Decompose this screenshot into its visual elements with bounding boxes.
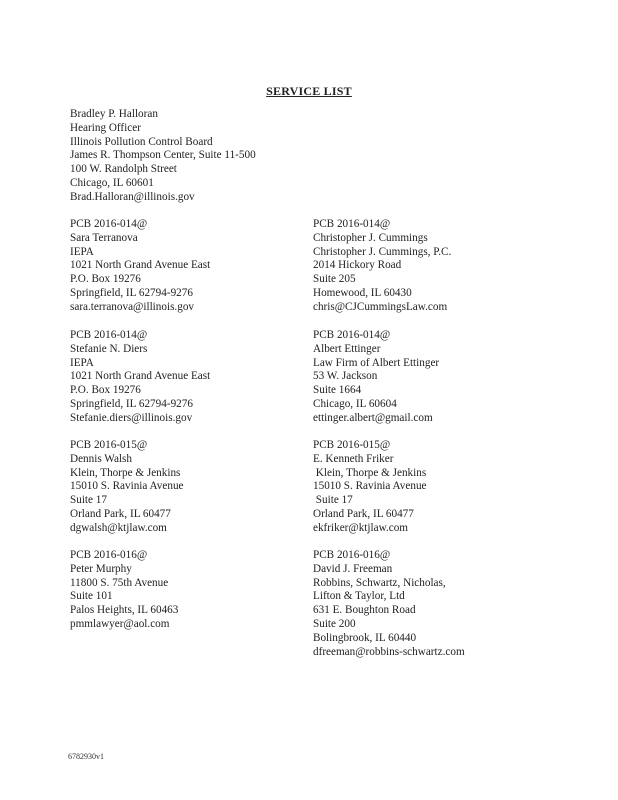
contact-city: Chicago, IL 60601	[70, 176, 154, 189]
contact-address: Suite 1664	[313, 384, 362, 397]
contact-organization: Klein, Thorpe & Jenkins	[313, 466, 427, 479]
contact-address: 53 W. Jackson	[313, 370, 378, 383]
contact-organization: Law Firm of Albert Ettinger	[313, 356, 440, 369]
service-entry	[70, 549, 178, 632]
contact-email[interactable]: Stefanie.diers@illinois.gov	[70, 411, 193, 424]
contact-email[interactable]: ekfriker@ktjlaw.com	[313, 521, 409, 534]
contact-address: James R. Thompson Center, Suite 11-500	[70, 149, 256, 162]
contact-email[interactable]: Brad.Halloran@illinois.gov	[70, 190, 195, 203]
contact-name: Christopher J. Cummings	[313, 231, 428, 244]
contact-organization: IEPA	[70, 245, 94, 258]
contact-title: Hearing Officer	[70, 121, 141, 134]
service-entry	[313, 218, 451, 315]
contact-address: Suite 205	[313, 273, 356, 286]
contact-address: P.O. Box 19276	[70, 273, 141, 286]
case-number: PCB 2016-015@	[70, 439, 148, 451]
case-number: PCB 2016-014@	[313, 218, 391, 230]
service-entry	[313, 329, 439, 426]
contact-email[interactable]: pmmlawyer@aol.com	[70, 617, 170, 630]
contact-address: Suite 17	[70, 494, 107, 507]
contact-email[interactable]: sara.terranova@illinois.gov	[70, 300, 195, 313]
contact-city: Orland Park, IL 60477	[70, 507, 171, 520]
service-entry	[70, 329, 210, 426]
contact-organization: Lifton & Taylor, Ltd	[313, 590, 405, 603]
page-title: SERVICE LIST	[266, 84, 352, 98]
contact-address: 1021 North Grand Avenue East	[70, 370, 211, 383]
contact-name: Peter Murphy	[70, 562, 132, 575]
contact-name: Stefanie N. Diers	[70, 342, 148, 355]
contact-city: Chicago, IL 60604	[313, 397, 397, 410]
contact-city: Bolingbrook, IL 60440	[313, 631, 417, 644]
contact-name: Dennis Walsh	[70, 452, 132, 465]
contact-address: 631 E. Boughton Road	[313, 604, 416, 617]
contact-address: 11800 S. 75th Avenue	[70, 576, 169, 589]
case-number: PCB 2016-016@	[70, 549, 148, 561]
contact-city: Homewood, IL 60430	[313, 286, 412, 299]
contact-email[interactable]: ettinger.albert@gmail.com	[313, 411, 433, 424]
contact-address: 1021 North Grand Avenue East	[70, 259, 211, 272]
contact-city: Orland Park, IL 60477	[313, 507, 414, 520]
contact-address: Suite 17	[313, 494, 353, 507]
contact-address: 100 W. Randolph Street	[70, 163, 177, 176]
case-number: PCB 2016-014@	[70, 218, 148, 230]
contact-organization: Christopher J. Cummings, P.C.	[313, 245, 452, 258]
document-id: 6782930v1	[68, 752, 104, 761]
service-entry	[70, 218, 210, 315]
service-entry	[313, 439, 427, 536]
case-number: PCB 2016-014@	[313, 329, 391, 341]
service-entry	[313, 549, 465, 659]
contact-city: Springfield, IL 62794-9276	[70, 397, 193, 410]
contact-name: E. Kenneth Friker	[313, 452, 394, 465]
contact-organization: Illinois Pollution Control Board	[70, 135, 213, 148]
contact-name: Sara Terranova	[70, 231, 138, 244]
contact-name: Bradley P. Halloran	[70, 108, 158, 120]
contact-address: 2014 Hickory Road	[313, 259, 402, 272]
contact-organization: IEPA	[70, 356, 94, 369]
contact-organization: Klein, Thorpe & Jenkins	[70, 466, 181, 479]
case-number: PCB 2016-016@	[313, 549, 391, 561]
case-number: PCB 2016-015@	[313, 439, 391, 451]
contact-address: 15010 S. Ravinia Avenue	[313, 480, 427, 493]
contact-organization: Robbins, Schwartz, Nicholas,	[313, 576, 446, 589]
service-entry	[70, 439, 184, 536]
contact-city: Palos Heights, IL 60463	[70, 604, 179, 617]
contact-email[interactable]: dgwalsh@ktjlaw.com	[70, 521, 167, 534]
contact-email[interactable]: chris@CJCummingsLaw.com	[313, 300, 448, 313]
contact-address: Suite 200	[313, 617, 356, 630]
contact-name: Albert Ettinger	[313, 342, 381, 355]
contact-address: 15010 S. Ravinia Avenue	[70, 480, 184, 493]
hearing-officer-block	[70, 108, 256, 205]
contact-address: P.O. Box 19276	[70, 384, 141, 397]
contact-email[interactable]: dfreeman@robbins-schwartz.com	[313, 645, 465, 658]
case-number: PCB 2016-014@	[70, 329, 148, 341]
contact-city: Springfield, IL 62794-9276	[70, 286, 193, 299]
contact-address: Suite 101	[70, 590, 113, 603]
contact-name: David J. Freeman	[313, 562, 393, 575]
